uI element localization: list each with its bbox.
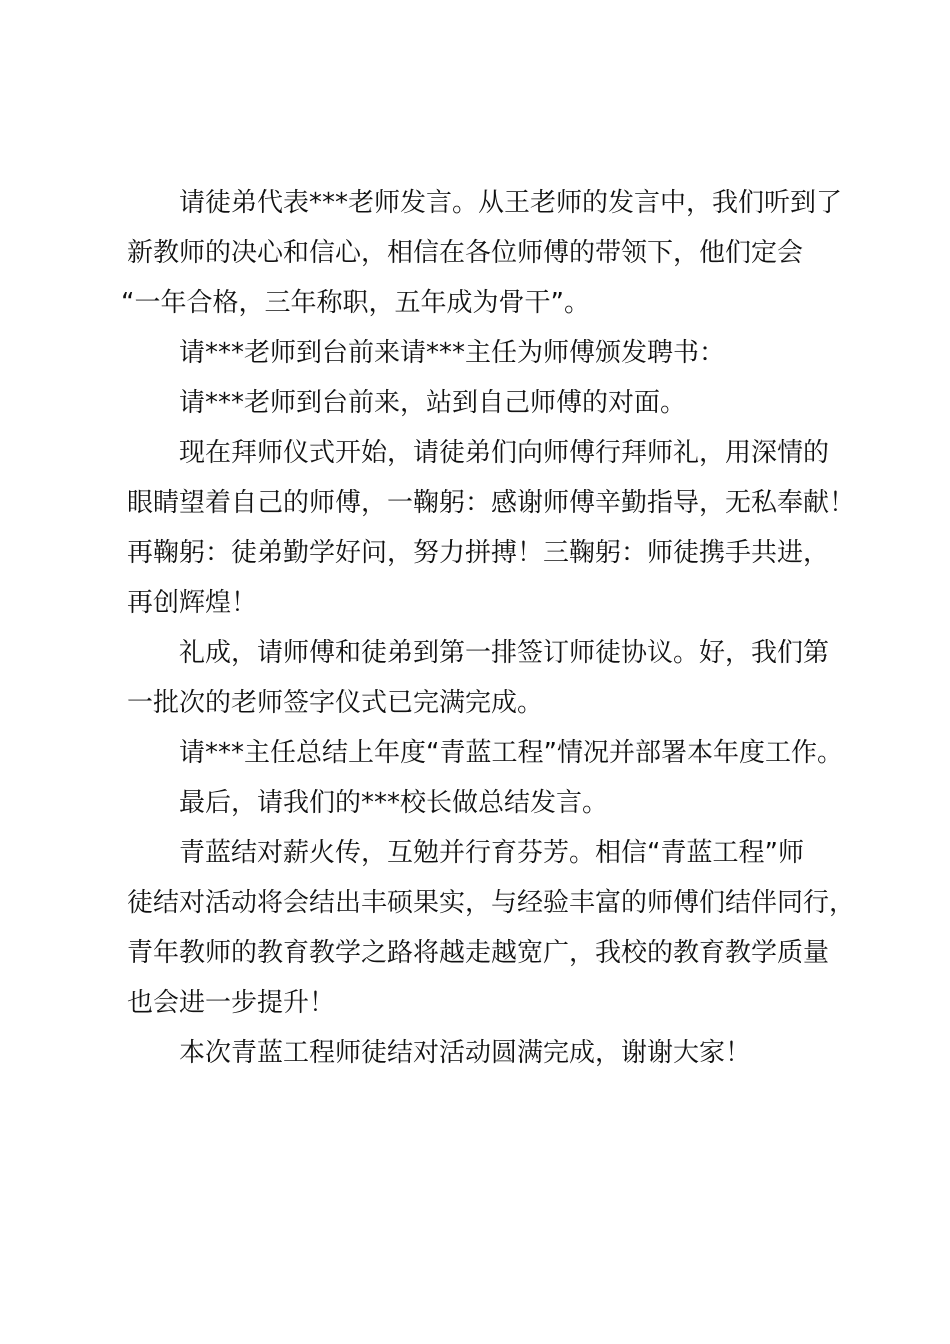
text-line: 现在拜师仪式开始，请徒弟们向师傅行拜师礼，用深情的 (179, 438, 830, 468)
paragraph-closing-remarks (127, 828, 857, 1028)
text-line: 请***老师到台前来，站到自己师傅的对面。 (179, 388, 687, 418)
text-line: 礼成，请师傅和徒弟到第一排签订师徒协议。好，我们第 (179, 638, 830, 668)
text-line: 请徒弟代表***老师发言。从王老师的发言中，我们听到了 (179, 188, 843, 218)
paragraph-thanks (127, 1028, 857, 1078)
text-line: 请***老师到台前来请***主任为师傅颁发聘书： (179, 338, 726, 368)
text-line: 再鞠躬：徒弟勤学好问，努力拼搏！三鞠躬：师徒携手共进， (127, 538, 830, 568)
paragraph-agreement (127, 628, 857, 728)
text-line: 眼睛望着自己的师傅，一鞠躬：感谢师傅辛勤指导，无私奉献！ (127, 488, 856, 518)
text-line: 请***主任总结上年度“青蓝工程”情况并部署本年度工作。 (179, 738, 843, 768)
document-body (121, 178, 857, 1078)
text-line: 新教师的决心和信心，相信在各位师傅的带领下，他们定会 (127, 238, 804, 268)
paragraph-student-speech (121, 178, 857, 328)
text-line: 本次青蓝工程师徒结对活动圆满完成，谢谢大家！ (179, 1038, 752, 1068)
text-line: 青蓝结对薪火传，互勉并行育芬芳。相信“青蓝工程”师 (179, 838, 804, 868)
text-line: 最后，请我们的***校长做总结发言。 (179, 788, 609, 818)
text-line: 再创辉煌！ (127, 588, 258, 618)
text-line: “一年合格，三年称职，五年成为骨干”。 (121, 288, 590, 318)
paragraph-ceremony (127, 428, 857, 628)
text-line: 徒结对活动将会结出丰硕果实，与经验丰富的师傅们结伴同行， (127, 888, 856, 918)
text-line: 也会进一步提升！ (127, 988, 336, 1018)
paragraph-certificate (127, 328, 857, 378)
text-line: 青年教师的教育教学之路将越走越宽广，我校的教育教学质量 (127, 938, 830, 968)
paragraph-principal-summary (127, 778, 857, 828)
paragraph-stand-opposite (127, 378, 857, 428)
text-line: 一批次的老师签字仪式已完满完成。 (127, 688, 544, 718)
paragraph-director-summary (127, 728, 857, 778)
